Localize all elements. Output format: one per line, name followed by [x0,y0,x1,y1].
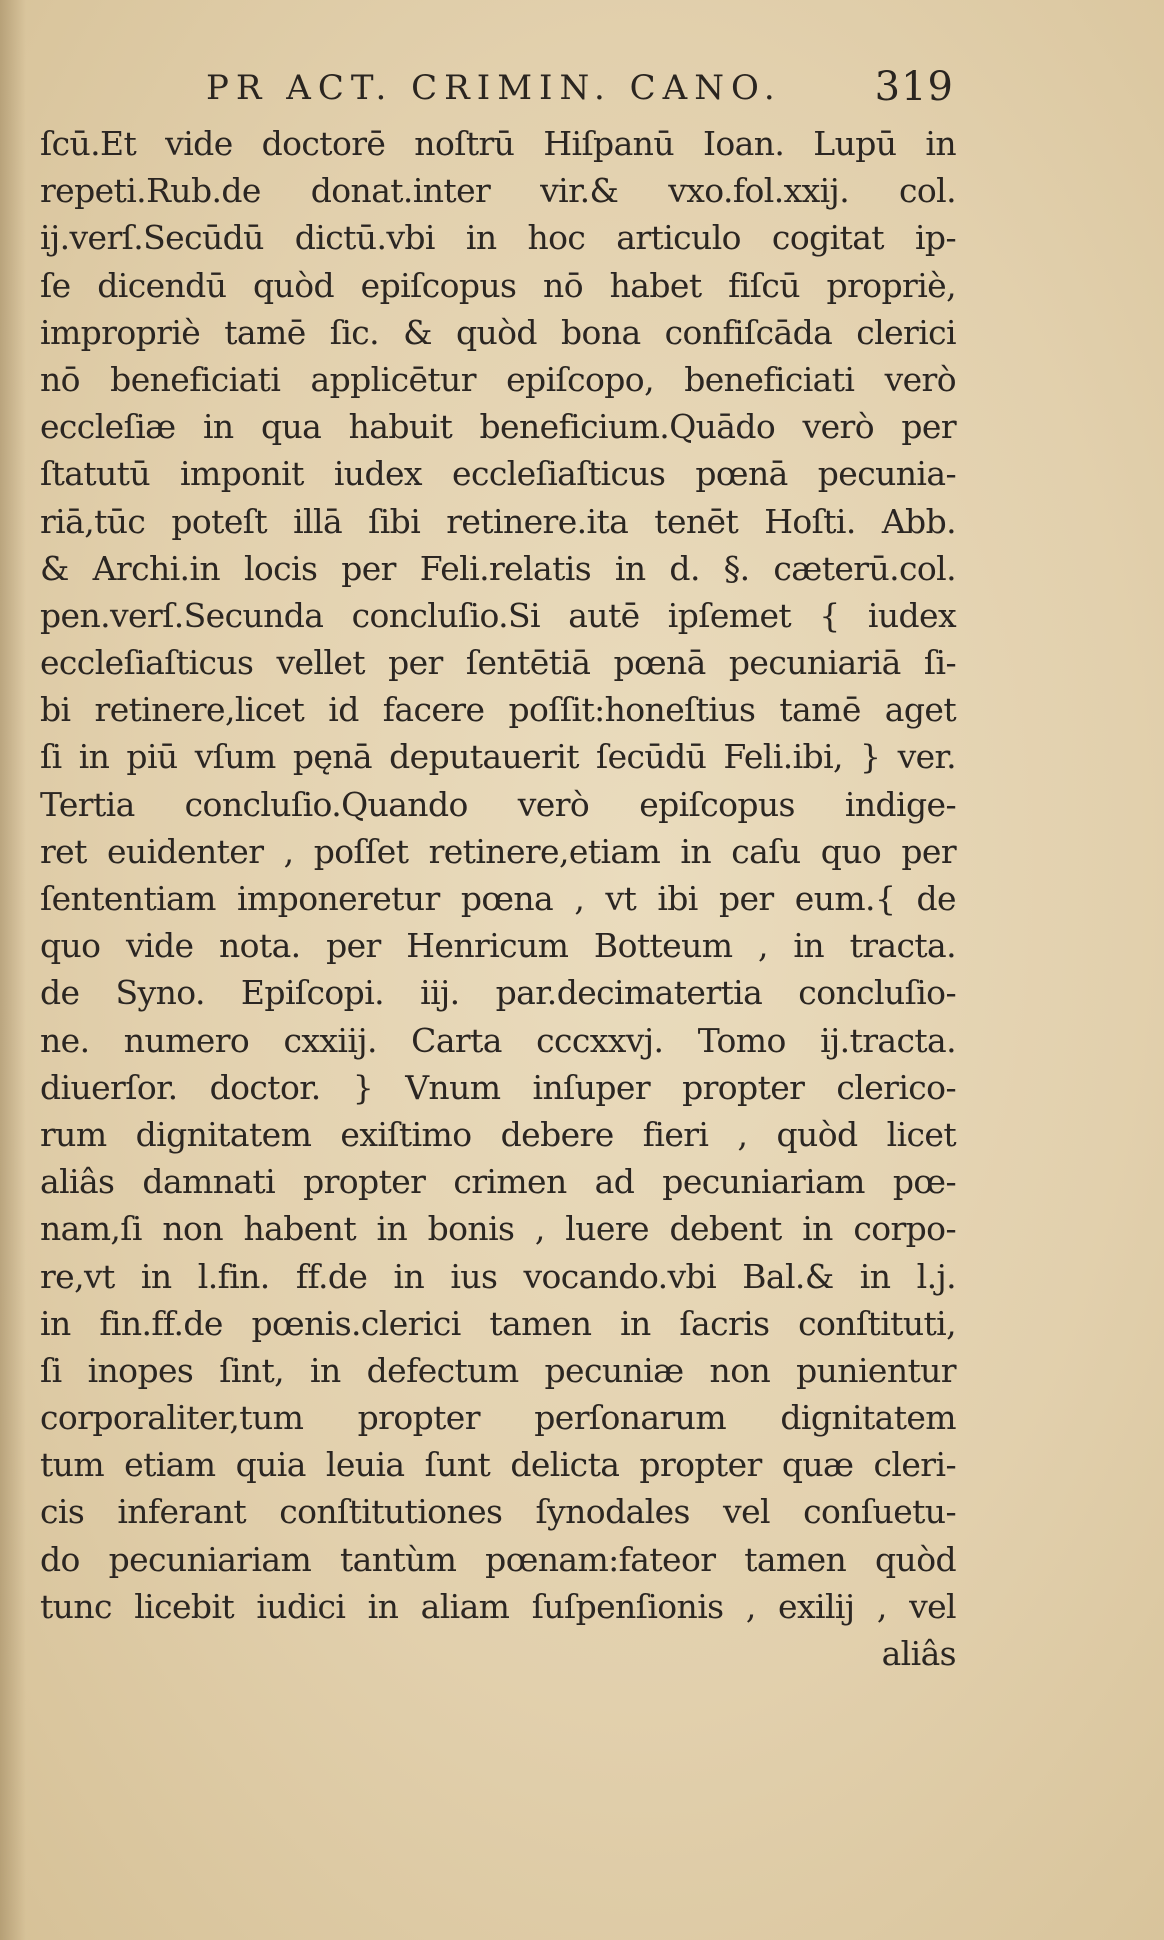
text-line: repeti.Rub.de donat.inter vir.& vxo.fol.xxij. col. [40,171,956,211]
text-line: corporaliter,tum propter perſonarum dignitatem [40,1398,956,1438]
catchword: aliâs [881,1634,956,1673]
text-line: in fin.ff.de pœnis.clerici tamen in ſacris conſtituti, [40,1303,956,1343]
text-line: eccleſiæ in qua habuit beneficium.Quādo verò per [40,407,956,447]
text-line: ſcū.Et vide doctorē noſtrū Hiſpanū Ioan. Lupū in [40,124,956,163]
text-line: ſtatutū imponit iudex eccleſiaſticus pœnā pecunia- [40,454,956,494]
text-line: ij.verſ.Secūdū dictū.vbi in hoc articulo cogitat ip- [40,218,956,258]
text-line: re,vt in l.fin. ff.de in ius vocando.vbi Bal.& in l.j. [40,1256,956,1296]
text-line: pen.verſ.Secunda concluſio.Si autē ipſemet { iudex [40,595,956,635]
text-line: do pecuniariam tantùm pœnam:fateor tamen quòd [40,1539,956,1579]
text-line: diuerſor. doctor. } Vnum inſuper propter clerico- [40,1067,956,1107]
text-line: ſi inopes ſint, in defectum pecuniæ non punientur [40,1350,956,1390]
text-line: ret euidenter , poſſet retinere,etiam in caſu quo per [40,831,956,871]
text-line: rum dignitatem exiſtimo debere fieri , quòd licet [40,1114,956,1154]
running-head: PR ACT. CRIMIN. CANO. [206,68,782,108]
text-line: ſe dicendū quòd epiſcopus nō habet fiſcū propriè, [40,265,956,305]
page-header [206,62,954,120]
text-line: nō beneficiati applicētur epiſcopo, beneficiati verò [40,359,956,399]
text-line: Tertia concluſio.Quando verò epiſcopus indige- [40,784,956,824]
text-line: impropriè tamē ſic. & quòd bona confiſcāda clerici [40,312,956,352]
text-line: eccleſiaſticus vellet per ſentētiā pœnā pecuniariā ſi- [40,643,956,683]
text-line: cis inferant conſtitutiones ſynodales vel conſuetu- [40,1492,956,1532]
gutter-shadow [0,0,26,1940]
text-line: ne. numero cxxiij. Carta cccxxvj. Tomo ij.tracta. [40,1020,956,1060]
text-line: & Archi.in locis per Feli.relatis in d. §. cæterū.col. [40,548,956,588]
text-line: riā,tūc poteſt illā ſibi retinere.ita tenēt Hoſti. Abb. [40,501,956,541]
text-line: de Syno. Epiſcopi. iij. par.decimatertia concluſio- [40,973,956,1013]
text-line: aliâs damnati propter crimen ad pecuniariam pœ- [40,1162,956,1202]
text-line: ſententiam imponeretur pœna , vt ibi per eum.{ de [40,879,956,918]
text-line: bi retinere,licet id facere poſſit:honeſtius tamē aget [40,690,956,730]
text-line: quo vide nota. per Henricum Botteum , in tracta. [40,926,956,966]
text-line: ſi in piū vſum pęnā deputauerit ſecūdū Feli.ibi, } ver. [40,737,956,777]
text-line: tunc licebit iudici in aliam ſuſpenſionis , exilij , vel [40,1586,956,1626]
body-text [40,120,956,1677]
text-line: nam,ſi non habent in bonis , luere debent in corpo- [40,1209,956,1249]
page-number: 319 [874,64,954,110]
text-line: tum etiam quia leuia ſunt delicta propter quæ cleri- [40,1445,956,1485]
